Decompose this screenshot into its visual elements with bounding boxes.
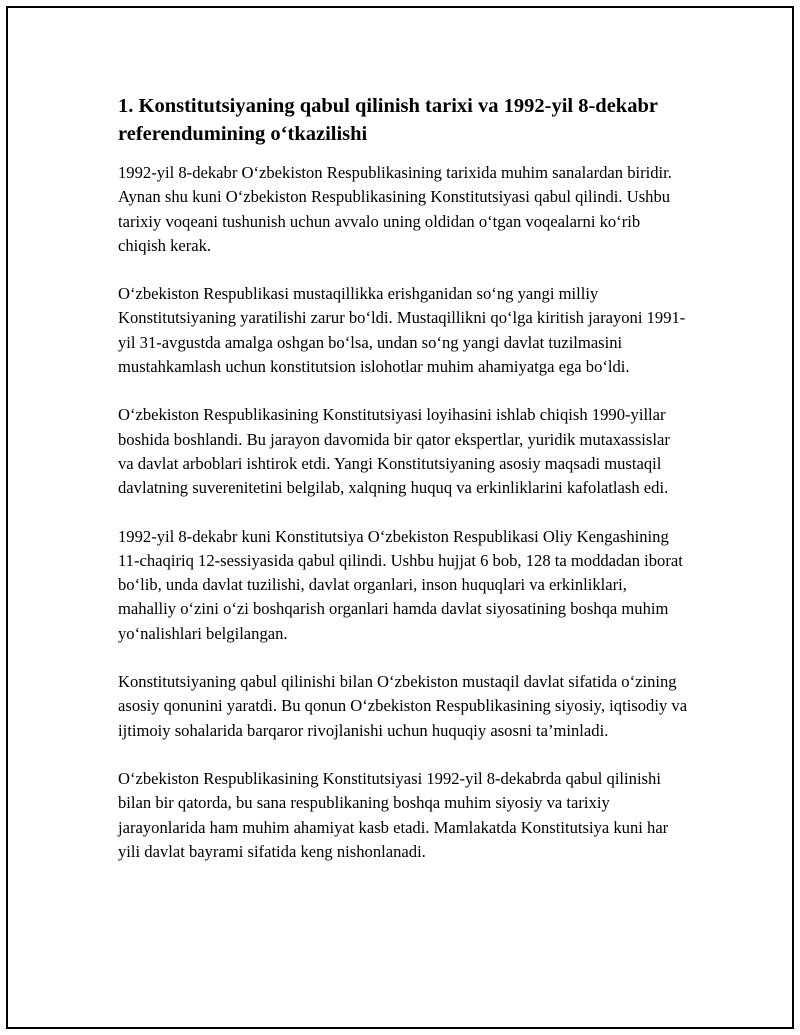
- document-body: [118, 92, 688, 888]
- paragraph-1: 1992-yil 8-dekabr O‘zbekiston Respublikasining tarixida muhim sanalardan biridir. Aynan shu kuni O‘zbekiston Respublikasining Konstitutsiyasi qabul qilindi. Ushbu tarixiy voqeani tushunish uchun avvalo uning oldidan o‘tgan voqealarni ko‘rib chiqish kerak.: [118, 163, 672, 255]
- paragraph-6: O‘zbekiston Respublikasining Konstitutsiyasi 1992-yil 8-dekabrda qabul qilinishi bilan bir qatorda, bu sana respublikaning boshqa muhim siyosiy va tarixiy jarayonlarida ham muhim ahamiyat kasb etadi. Mamlakatda Konstitutsiya kuni har yili davlat bayrami sifatida keng nishonlanadi.: [118, 768, 669, 861]
- paragraph-5: Konstitutsiyaning qabul qilinishi bilan O‘zbekiston mustaqil davlat sifatida o‘zining asosiy qonunini yaratdi. Bu qonun O‘zbekiston Respublikasining siyosiy, iqtisodiy va ijtimoiy sohalarida barqaror rivojlanishi uchun huquqiy asosni ta’minladi.: [118, 672, 688, 740]
- document-title: 1. Konstitutsiyaning qabul qilinish tarixi va 1992-yil 8-dekabr referendumining o‘tkazilishi: [118, 95, 658, 145]
- paragraph-2: O‘zbekiston Respublikasi mustaqillikka erishganidan so‘ng yangi milliy Konstitutsiyaning yaratilishi zarur bo‘ldi. Mustaqillikni qo‘lga kiritish jarayoni 1991-yil 31-avgustda amalga oshgan bo‘lsa, undan so‘ng yangi davlat tuzilmasini mustahkamlash uchun konstitutsion islohotlar muhim ahamiyatga ega bo‘ldi.: [118, 284, 686, 377]
- paragraph-4: 1992-yil 8-dekabr kuni Konstitutsiya O‘zbekiston Respublikasi Oliy Kengashining 11-chaqiriq 12-sessiyasida qabul qilindi. Ushbu hujjat 6 bob, 128 ta moddadan iborat bo‘lib, unda davlat tuzilishi, davlat organlari, inson huquqlari va erkinliklari, mahalliy o‘zini o‘zi boshqarish organlari hamda davlat siyosatining boshqa muhim yo‘nalishlari belgilangan.: [118, 526, 683, 643]
- paragraph-3: O‘zbekiston Respublikasining Konstitutsiyasi loyihasini ishlab chiqish 1990-yillar boshida boshlandi. Bu jarayon davomida bir qator ekspertlar, yuridik mutaxassislar va davlat arboblari ishtirok etdi. Yangi Konstitutsiyaning asosiy maqsadi mustaqil davlatning suverenitetini belgilab, xalqning huquq va erkinliklarini kafolatlash edi.: [118, 405, 670, 498]
